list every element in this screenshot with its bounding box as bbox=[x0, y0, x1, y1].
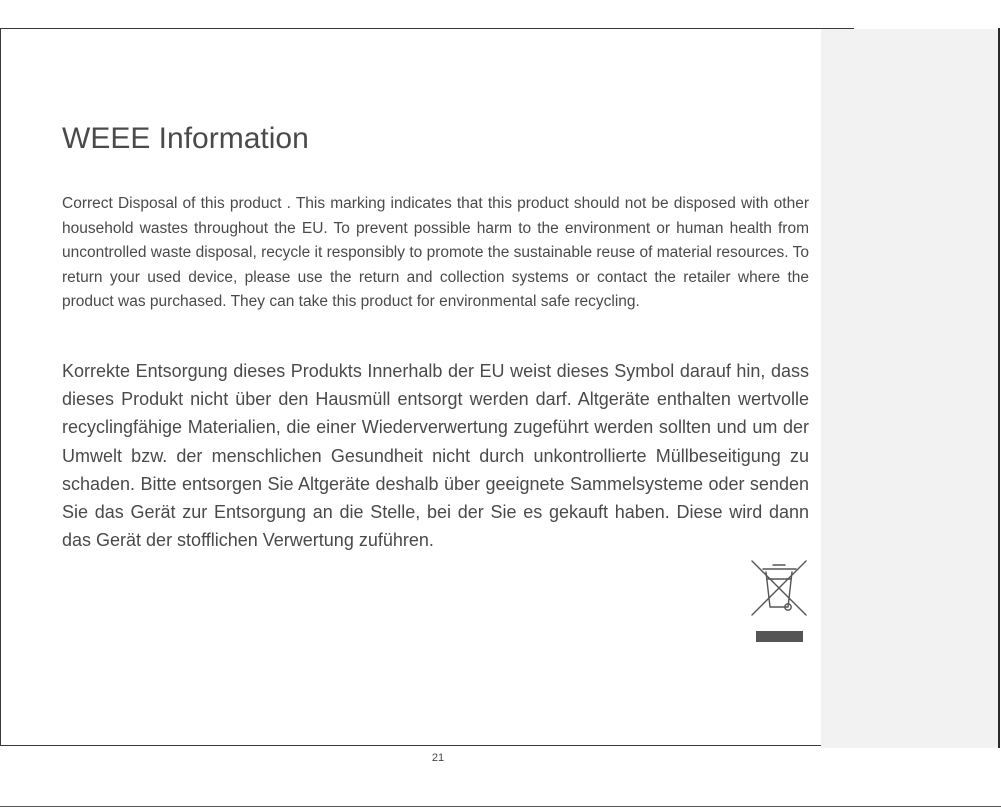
window-edge bbox=[998, 28, 1000, 748]
page-title: WEEE Information bbox=[62, 122, 309, 155]
paragraph-english: Correct Disposal of this product . This marking indicates that this product should not be disposed with other household wastes throughout the EU. To prevent possible harm to the environment or human health from uncontrolled waste disposal, recycle it responsibly to promote the sustainable reuse of material resources. To return your used device, please use the return and collection systems or contact the retailer where the product was purchased. They can take this product for environmental safe recycling. bbox=[62, 195, 809, 310]
page-number: 21 bbox=[431, 752, 445, 764]
divider bbox=[0, 806, 1001, 807]
document-page bbox=[0, 28, 854, 764]
paragraph-german: Korrekte Entsorgung dieses Produkts Innerhalb der EU weist dieses Symbol darauf hin, dass dieses Produkt nicht über den Hausmüll entsorgt werden darf. Altgeräte enthalten wertvolle recyclingfähige Materialien, die einer Wiederverwertung zugeführt werden sollten und um der Umwelt bzw. der menschlichen Gesundheit nicht durch unkontrollierte Müllbeseitigung zu schaden. Bitte entsorgen Sie Altgeräte deshalb über geeignete Sammelsysteme oder senden Sie das Gerät zur Entsorgung an die Stelle, bei der Sie es gekauft haben. Diese wird dann das Gerät der stofflichen Verwertung zuführen. bbox=[62, 361, 809, 551]
side-panel bbox=[821, 29, 998, 748]
crossed-out-wheelie-bin-icon bbox=[748, 557, 810, 645]
